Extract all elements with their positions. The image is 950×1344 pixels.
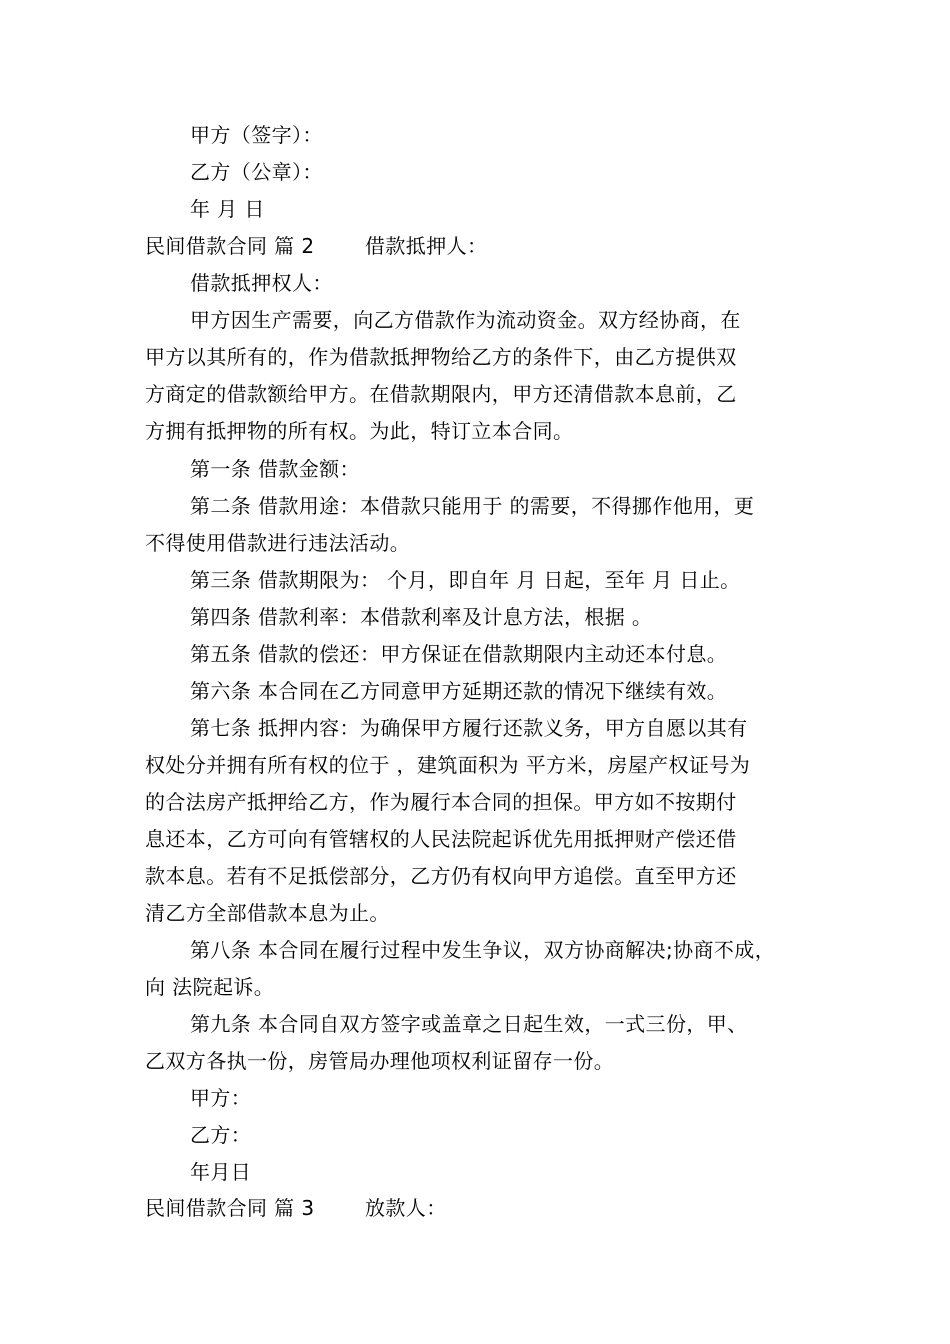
party-a-signature-label: 甲方（签字）： [190,123,323,147]
article-2-line: 不得使用借款进行违法活动。 [145,531,411,555]
party-b-label: 乙方： [190,1123,252,1147]
pledgee-label: 借款抵押权人： [190,271,333,295]
intro-paragraph-line: 甲方因生产需要，向乙方借款作为流动资金。双方经协商，在 [190,308,741,332]
article-4: 第四条 借款利率：本借款利率及计息方法，根据 。 [190,605,653,629]
section-title: 民间借款合同 篇 3 [145,1196,315,1220]
article-8-line: 第八条 本合同在履行过程中发生争议，双方协商解决;协商不成， [190,938,776,962]
intro-paragraph-line: 方拥有抵押物的所有权。为此，特订立本合同。 [145,419,574,443]
article-2-line: 第二条 借款用途：本借款只能用于 的需要，不得挪作他用，更 [190,494,755,518]
signature-date: 年 月 日 [190,197,265,221]
signature-date: 年月日 [190,1160,252,1184]
article-7-line: 第七条 抵押内容：为确保甲方履行还款义务，甲方自愿以其有 [190,716,748,740]
pledgor-label: 借款抵押人： [365,234,488,258]
article-7-line: 权处分并拥有所有权的位于 ，建筑面积为 平方米，房屋产权证号为 [145,753,751,777]
intro-paragraph-line: 甲方以其所有的，作为借款抵押物给乙方的条件下，由乙方提供双 [145,345,737,369]
party-b-seal-label: 乙方（公章）： [190,160,323,184]
article-6: 第六条 本合同在乙方同意甲方延期还款的情况下继续有效。 [190,679,728,703]
article-7-line: 息还本，乙方可向有管辖权的人民法院起诉优先用抵押财产偿还借 [145,827,737,851]
intro-paragraph-line: 方商定的借款额给甲方。在借款期限内，甲方还清借款本息前，乙 [145,382,737,406]
section-heading-2 [145,228,845,265]
article-7-line: 清乙方全部借款本息为止。 [145,901,390,925]
party-a-label: 甲方： [190,1086,252,1110]
section-heading-3 [145,1190,845,1227]
article-3: 第三条 借款期限为： 个月，即自年 月 日起，至年 月 日止。 [190,568,741,592]
article-7-line: 的合法房产抵押给乙方，作为履行本合同的担保。甲方如不按期付 [145,790,737,814]
section-title: 民间借款合同 篇 2 [145,234,315,258]
article-8-line: 向 法院起诉。 [145,975,275,999]
article-9-line: 乙双方各执一份，房管局办理他项权利证留存一份。 [145,1049,615,1073]
lender-label: 放款人： [365,1196,447,1220]
article-5: 第五条 借款的偿还：甲方保证在借款期限内主动还本付息。 [190,642,728,666]
article-1: 第一条 借款金额： [190,457,360,481]
article-9-line: 第九条 本合同自双方签字或盖章之日起生效，一式三份，甲、 [190,1012,748,1036]
article-7-line: 款本息。若有不足抵偿部分，乙方仍有权向甲方追偿。直至甲方还 [145,864,737,888]
